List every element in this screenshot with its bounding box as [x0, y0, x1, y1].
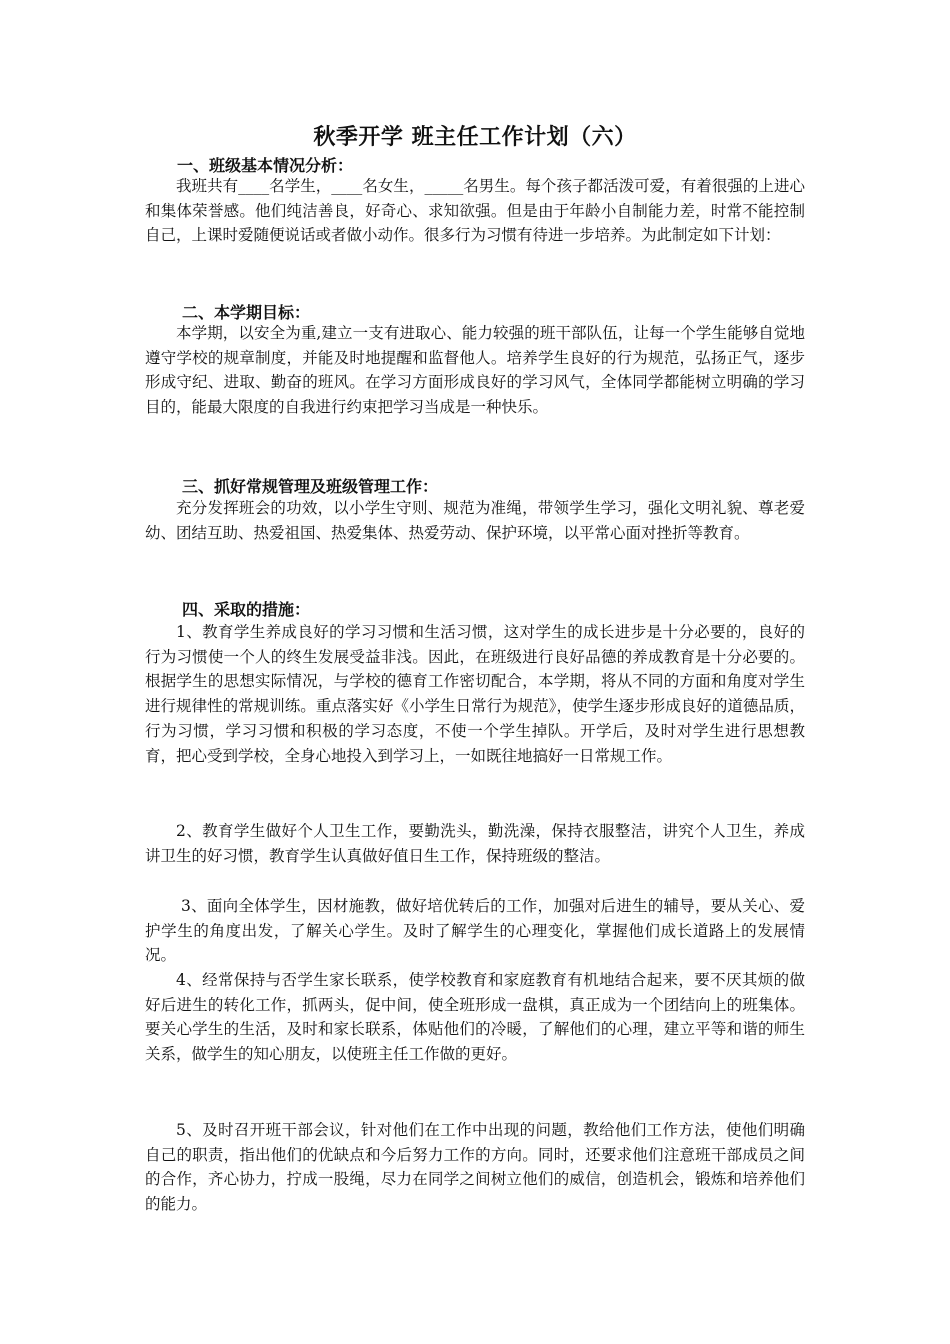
measure-paragraph-5: 5、及时召开班干部会议，针对他们在工作中出现的问题，教给他们工作方法，使他们明确自己的职责，指出他们的优缺点和今后努力工作的方向。同时，还要求他们注意班干部成员之间的合作，齐心协力，拧成一股绳，尽力在同学之间树立他们的威信，创造机会，锻炼和培养他们的能力。 — [145, 1121, 805, 1214]
document-title: 秋季开学 班主任工作计划（六） — [313, 125, 637, 150]
section-heading-3: 三、抓好常规管理及班级管理工作： — [182, 477, 439, 496]
section-heading-1: 一、班级基本情况分析： — [177, 156, 354, 175]
measure-paragraph-1: 1、教育学生养成良好的学习习惯和生活习惯，这对学生的成长进步是十分必要的，良好的行为习惯使一个人的终生发展受益非浅。因此，在班级进行良好品德的养成教育是十分必要的。根据学生的思想实际情况，与学校的德育工作密切配合，本学期，将从不同的方面和角度对学生进行规律性的常规训练。重点落实好《小学生日常行为规范》，使学生逐步形成良好的道德品质，行为习惯，学习习惯和积极的学习态度，不使一个学生掉队。开学后，及时对学生进行思想教育，把心受到学校，全身心地投入到学习上，一如既往地搞好一日常规工作。 — [145, 623, 805, 765]
section-heading-2: 二、本学期目标： — [182, 303, 311, 322]
measure-paragraph-2: 2、教育学生做好个人卫生工作，要勤洗头，勤洗澡，保持衣服整洁，讲究个人卫生，养成讲卫生的好习惯，教育学生认真做好值日生工作，保持班级的整洁。 — [145, 822, 805, 865]
section-1-paragraph: 我班共有____名学生，____名女生，_____名男生。每个孩子都活泼可爱，有着很强的上进心和集体荣誉感。他们纯洁善良，好奇心、求知欲强。但是由于年龄小自制能力差，时常不能控制自己，上课时爱随便说话或者做小动作。很多行为习惯有待进一步培养。为此制定如下计划： — [145, 177, 805, 245]
section-3-paragraph: 充分发挥班会的功效，以小学生守则、规范为准绳，带领学生学习，强化文明礼貌、尊老爱幼、团结互助、热爱祖国、热爱集体、热爱劳动、保护环境，以平常心面对挫折等教育。 — [145, 499, 805, 542]
section-heading-4: 四、采取的措施： — [182, 600, 311, 619]
section-2-paragraph: 本学期，以安全为重,建立一支有进取心、能力较强的班干部队伍，让每一个学生能够自觉地遵守学校的规章制度，并能及时地提醒和监督他人。培养学生良好的行为规范，弘扬正气，逐步形成守纪、进取、勤奋的班风。在学习方面形成良好的学习风气，全体同学都能树立明确的学习目的，能最大限度的自我进行约束把学习当成是一种快乐。 — [145, 324, 805, 417]
measure-paragraph-4: 4、经常保持与否学生家长联系，使学校教育和家庭教育有机地结合起来，要不厌其烦的做好后进生的转化工作，抓两头，促中间，使全班形成一盘棋，真正成为一个团结向上的班集体。要关心学生的生活，及时和家长联系，体贴他们的冷暖，了解他们的心理，建立平等和谐的师生关系，做学生的知心朋友，以使班主任工作做的更好。 — [145, 971, 805, 1064]
measure-paragraph-3: 3、面向全体学生，因材施教，做好培优转后的工作，加强对后进生的辅导，要从关心、爱护学生的角度出发，了解关心学生。及时了解学生的心理变化，掌握他们成长道路上的发展情况。 — [145, 897, 805, 965]
